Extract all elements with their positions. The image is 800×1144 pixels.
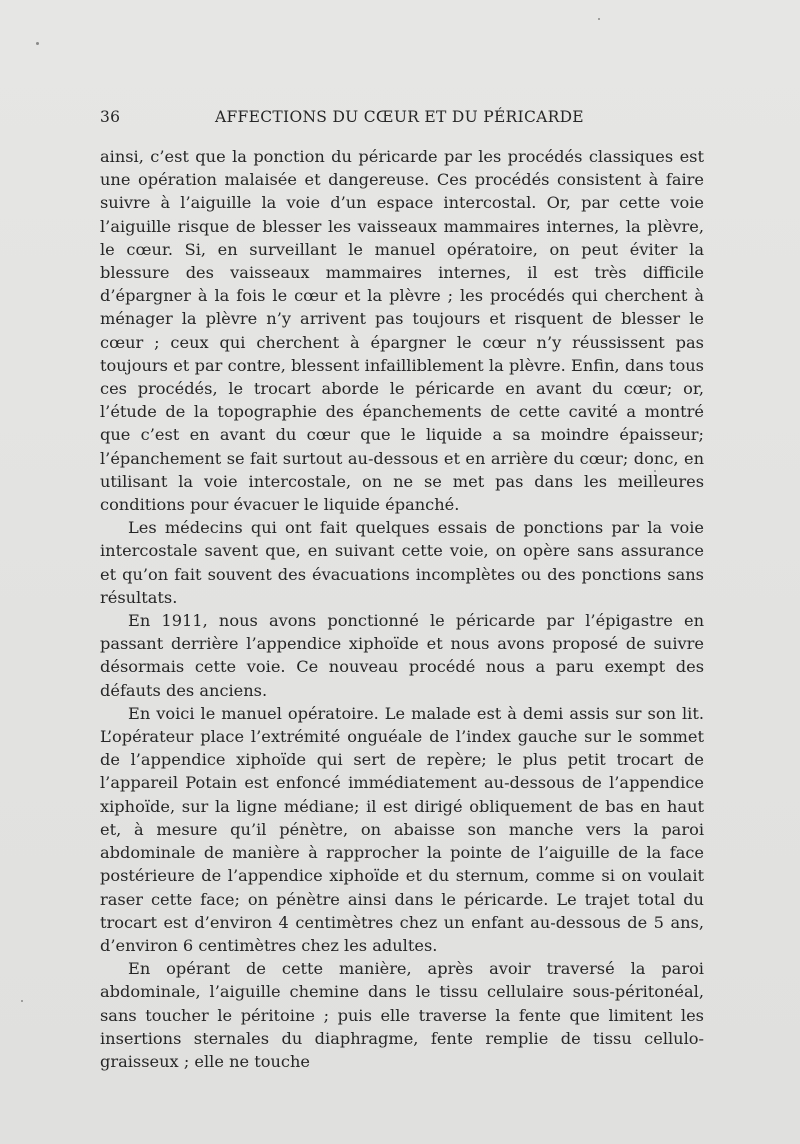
paragraph-1911: En 1911, nous avons ponctionné le péricarde par l’épigastre en passant derrière l’appendice xiphoïde et nous avons proposé de suivre désormais cette voie. Ce nouveau procédé nous a paru exempt des défauts des anciens.	[100, 611, 704, 700]
paragraph-manuel-operatoire: En voici le manuel opératoire. Le malade est à demi assis sur son lit. L’opérateur place l’extrémité onguéale de l’index gauche sur le sommet de l’appendice xiphoïde qui sert de repère; le plus petit trocart de l’appareil Potain est enfoncé immédiatement au-dessous de l’appendice xiphoïde, sur la ligne médiane; il est dirigé obliquement de bas en haut et, à mesure qu’il pénètre, on abaisse son manche vers la paroi abdominale de manière à rapprocher la pointe de l’aiguille de la face postérieure de l’appendice xiphoïde et du sternum, comme si on voulait raser cette face; on pénètre ainsi dans le péricarde. Le trajet total du trocart est d’environ 4 centimètres chez un enfant au-dessous de 5 ans, d’environ 6 centimètres chez les adultes.	[100, 703, 704, 955]
paragraph-continuation: ainsi, c’est que la ponction du péricarde par les procédés classiques est une opération malaisée et dangereuse. Ces procédés consistent à faire suivre à l’aiguille la voie d’un espace intercostal. Or, par cette voie l’aiguille risque de blesser les vaisseaux mammaires internes, la plèvre, le cœur. Si, en surveillant le manuel opératoire, on peut éviter la blessure des vaisseaux mammaires internes, il est très difficile d’épargner à la fois le cœur et la plèvre ; les procédés qui cherchent à ménager la plèvre n’y arrivent pas toujours et risquent de blesser le cœur ; ceux qui cherchent à épargner le cœur n’y réussissent pas toujours et par contre, blessent infailliblement la plèvre. Enfin, dans tous ces procédés, le trocart aborde le péricarde en avant du cœur; or, l’étude de la topographie des épanchements de cette cavité a montré que c’est en avant du cœur que le liquide a sa moindre épaisseur; l’épanchement se fait surtout au-dessous et en arrière du cœur; donc, en utilisant la voie intercostale, on ne se met pas dans les meilleures conditions pour évacuer le liquide épanché.	[100, 147, 704, 515]
paper-speck	[21, 1000, 23, 1002]
page-number: 36	[100, 108, 121, 126]
paragraph-en-operant: En opérant de cette manière, après avoir traversé la paroi abdominale, l’aiguille chemine dans le tissu cellulaire sous-péritonéal, sans toucher le péritoine ; puis elle traverse la fente que limitent les insertions sternales du diaphragme, fente remplie de tissu cellulo-graisseux ; elle ne touche	[100, 959, 704, 1071]
paragraph-intercostal: Les médecins qui ont fait quelques essais de ponctions par la voie intercostale savent que, en suivant cette voie, on opère sans assurance et qu’on fait souvent des évacuations incomplètes ou des ponctions sans résultats.	[100, 518, 704, 607]
running-head	[100, 108, 704, 130]
paper-speck	[654, 470, 656, 472]
paper-speck	[36, 42, 39, 45]
paper-speck	[598, 18, 600, 20]
page-title: AFFECTIONS DU CŒUR ET DU PÉRICARDE	[215, 108, 584, 126]
body-text	[100, 145, 704, 1073]
